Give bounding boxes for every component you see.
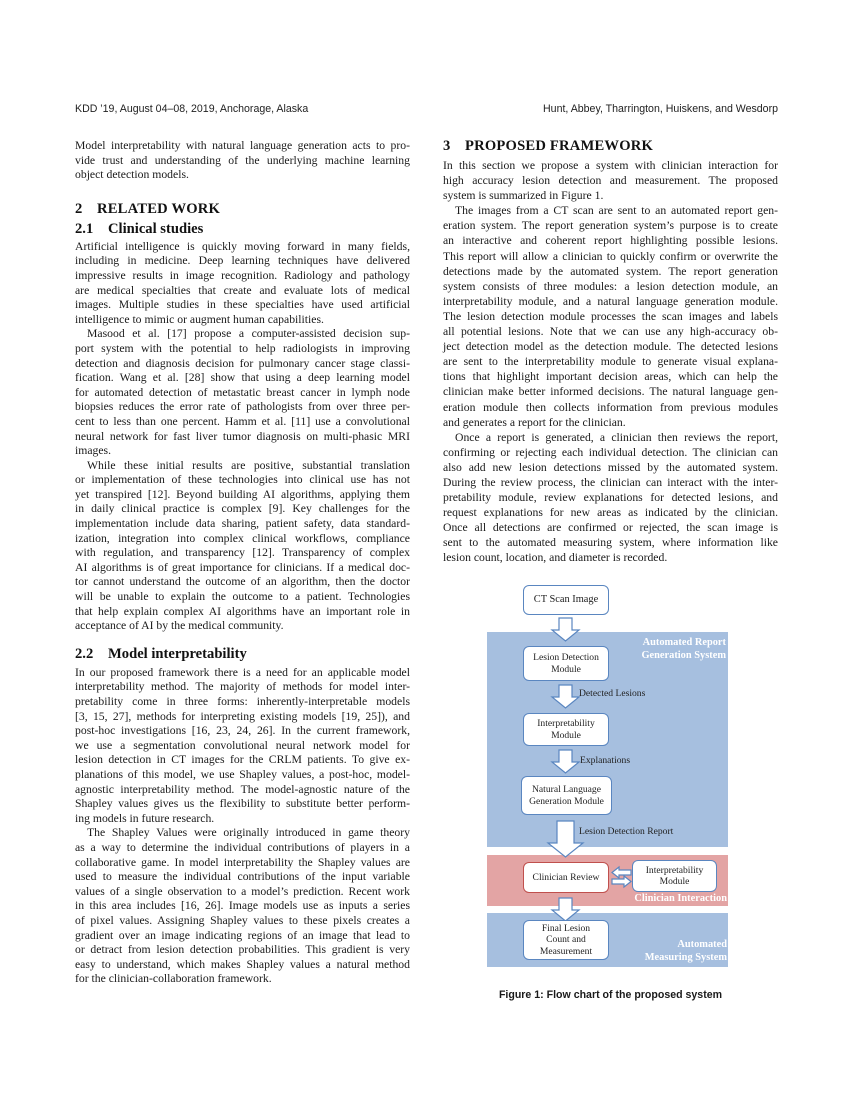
text-line: AI algorithms is of great importance for clinicians. If a medical doc- [75,560,410,574]
text-line: ject detection model as the detection module. The detected lesions [443,340,778,354]
text-line: for automated detection of metastatic breast cancer in lymph node [75,385,410,399]
text-line: and generates a report for the clinician. [443,415,626,429]
text-line: with regulation, and transparency [12]. Transparency of complex [75,546,410,560]
text-line: all potential lesions. Note that we can use any high-accuracy ob- [443,325,778,339]
node-final-lesion-count: Final Lesion Count and Measurement [523,920,609,960]
running-header-left: KDD ’19, August 04–08, 2019, Anchorage, Alaska [75,103,309,115]
text-line: implementation include data sharing, patient safety, data standard- [75,517,410,531]
text-line: biopsies reduces the error rate of pathologists from over three per- [75,400,410,414]
section-heading-proposed-framework: 3 PROPOSED FRAMEWORK [443,138,654,154]
text-line: Once all detections are confirmed or rejected, the scan image is [443,521,778,535]
text-line: used to measure the individual contributions of the input variable [75,870,410,884]
text-line: will be unable to explain the outcome to a patient. Technologies [75,590,410,604]
text-line: for the clinician-collaboration framework. [75,972,272,986]
text-line: system is summarized in Figure 1. [443,189,604,203]
text-line: detections made by the automated system. The report generation [443,264,778,278]
text-line: [3, 15, 27], methods for interpreting existing models [19, 25]), and [75,709,410,723]
text-line: in this area includes [16, 26]. Image models use as inputs a series [75,899,410,913]
node-clinician-review: Clinician Review [523,862,609,893]
text-line: post-hoc investigations [16, 23, 24, 26]. In the current framework, [75,724,410,738]
text-line: system consists of three modules: a lesion detection module, an [443,279,778,293]
text-line: or detract from lesion detection probabilities. This gradient is very [75,943,410,957]
text-line: fication. Wang et al. [28] show that using a deep learning model [75,371,410,385]
text-line: clinician make better informed decisions. The natural language gen- [443,385,778,399]
text-line: During the review process, the clinician can interact with the inter- [443,475,778,489]
text-line: planations of this model, we use Shapley values, a post-hoc, model- [75,767,410,781]
text-line: acceptance of AI by the medical community. [75,619,284,633]
text-line: In our proposed framework there is a need for an applicable model [75,665,410,679]
node-ct-scan-image: CT Scan Image [523,585,609,615]
text-line: port system with the potential to help radiologists in improving [75,341,410,355]
text-line: confirming or rejecting each individual detection. The clinician can [443,445,778,459]
text-line: neural network for fast liver tumor diagnosis on multi-phasic MRI [75,429,410,443]
text-line: lesion count, location, and diameter is recorded. [443,551,668,565]
text-line: are medical specialties that create and evaluate lots of medical [75,283,410,297]
text-line: Artificial intelligence is quickly moving forward in many fields, [75,239,410,253]
text-line: cent to less than one percent. Hamm et al. [11] use a convolutional [75,414,410,428]
text-line: Masood et al. [17] propose a computer-assisted decision sup- [87,327,410,341]
text-line: detection and diagnosis decision for pulmonary cancer stage classi- [75,356,410,370]
text-line: agnostic interpretability method. The model-agnostic nature of the [75,782,410,796]
text-line: or implementation of these technologies into clinical use has not [75,473,410,487]
text-line: eration module then collects information from previous modules [443,400,778,414]
text-line: of pixel values. Assigning Shapley values to these pixels creates a [75,913,410,927]
node-interpretability-module-2: Interpretability Module [632,860,717,892]
text-line: an interactive and coherent report highlighting possible lesions. [443,234,778,248]
text-line: values of a single observation to a model’s prediction. Recent work [75,884,410,898]
text-line: gradient over an image indicating regions of an image that lead to [75,928,410,942]
text-line: lesion detection in CT images for the CRLM patients. To give ex- [75,753,410,767]
text-line: tor cannot understand the outcome of an algorithm, then the doctor [75,575,410,589]
text-line: easy to understand, which makes Shapley values a natural method [75,957,410,971]
text-line: The images from a CT scan are sent to an automated report gen- [455,204,778,218]
text-line: sent to the automated measuring system, where information like [443,536,778,550]
panel-label-clinician-interaction: Clinician Interaction [634,893,727,904]
text-line: While these initial results are positive, substantial translation [87,458,410,472]
figure-caption: Figure 1: Flow chart of the proposed system [498,989,723,1001]
text-line: The Shapley Values were originally introduced in game theory [87,826,410,840]
panel-label-measuring-system: Automated Measuring System [644,939,727,963]
text-line: tions that highlight important decision areas, which can help the [443,370,778,384]
text-line: Once a report is generated, a clinician then reviews the report, [455,430,778,444]
text-line: interpretability method. The majority of methods for model inter- [75,680,410,694]
text-line: object detection models. [75,168,189,182]
text-line: yet transpired [12]. Beyond building AI algorithms, applying them [75,487,410,501]
text-line: as a way to determine the individual contributions of players in a [75,840,410,854]
text-line: images. Multiple studies in these specialties have used artificial [75,298,410,312]
text-line: interpretability module, and a natural language generation module. [443,294,778,308]
text-line: pretability come in three forms: inherently-interpretable models [75,695,410,708]
text-line: intelligence to mimic or augment human capabilities. [75,312,324,326]
text-line: Model interpretability with natural language generation acts to pro- [75,139,410,152]
text-line: The lesion detection module processes the scan images and labels [443,309,778,323]
text-line: we use a segmentation convolutional neural network model for [75,738,410,752]
text-line: ization, integration into complex clinical workflows, compliance [75,531,410,545]
edge-label-explanations: Explanations [580,755,631,766]
subsection-heading-model-interpretability: 2.2 Model interpretability [75,645,247,662]
text-line: ing models in future research. [75,811,215,825]
text-line: in daily clinical practice is complex [9]. Key challenges for the [75,502,410,516]
running-header-right: Hunt, Abbey, Tharrington, Huiskens, and Wesdorp [543,103,778,115]
text-line: collaborative game. In model interpretability the Shapley values are [75,855,410,869]
edge-label-detected-lesions: Detected Lesions [579,688,646,699]
text-line: also add new lesion detections missed by the automated system. [443,460,778,474]
subsection-heading-clinical-studies: 2.1 Clinical studies [75,220,204,237]
panel-label-report-generation: Automated Report Generation System [641,637,726,661]
text-line: This report will allow a clinician to quickly confirm or overwrite the [443,249,778,263]
text-line: Shapley values gives us the flexibility to substitute better perform- [75,797,410,811]
text-line: high accuracy lesion detection and measurement. The proposed [443,174,778,188]
node-nlg-module: Natural Language Generation Module [521,776,612,815]
text-line: In this section we propose a system with clinician interaction for [443,159,778,172]
text-line: images. [75,444,112,458]
text-line: impressive results in image recognition. Radiology and pathology [75,268,410,282]
edge-label-lesion-detection-report: Lesion Detection Report [579,826,674,837]
text-line: request explanations for new areas as indicated by the clinician. [443,506,778,520]
text-line: including in medicine. Deep learning techniques have delivered [75,254,410,268]
text-line: are sent to the interpretability module to generate visual explana- [443,355,778,369]
text-line: eration system. The report generation system’s purpose is to create [443,219,778,233]
text-line: vide trust and understanding of the underlying machine learning [75,153,410,167]
node-interpretability-module: Interpretability Module [523,713,609,746]
node-lesion-detection-module: Lesion Detection Module [523,646,609,681]
section-heading-related-work: 2 RELATED WORK [75,200,221,217]
text-line: that help explain complex AI algorithms have an important role in [75,604,410,618]
text-line: pretability module, review explanations for detected lesions, and [443,491,778,505]
